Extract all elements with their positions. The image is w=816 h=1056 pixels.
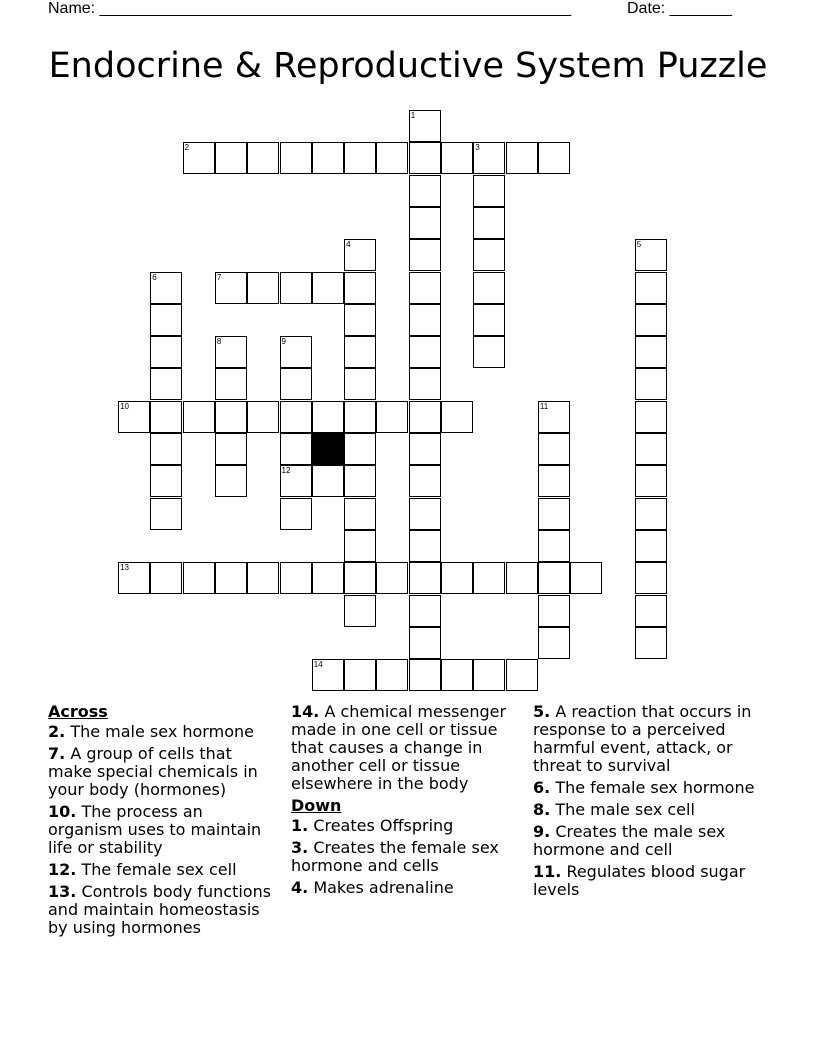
clue-number: 8. <box>533 800 551 819</box>
crossword-cell[interactable] <box>376 562 408 594</box>
clue-across-7 <box>48 745 273 799</box>
crossword-cell[interactable] <box>150 336 182 368</box>
crossword-cell[interactable] <box>538 595 570 627</box>
clue-number: 12. <box>48 860 77 879</box>
crossword-cell[interactable] <box>247 142 279 174</box>
clue-number-label: 11 <box>539 401 549 411</box>
clue-down-3 <box>291 839 521 875</box>
crossword-cell[interactable] <box>506 142 538 174</box>
crossword-cell[interactable] <box>280 401 312 433</box>
crossword-cell[interactable] <box>215 368 247 400</box>
crossword-cell[interactable] <box>344 336 376 368</box>
clue-number-label: 12 <box>281 466 291 476</box>
crossword-cell[interactable] <box>344 498 376 530</box>
clue-across-10 <box>48 803 273 857</box>
crossword-cell[interactable] <box>409 239 441 271</box>
crossword-cell[interactable] <box>118 401 150 433</box>
crossword-cell[interactable] <box>473 304 505 336</box>
clue-number: 6. <box>533 778 551 797</box>
crossword-cell[interactable] <box>150 433 182 465</box>
clue-number-label: 9 <box>281 337 286 347</box>
date-line: _______ <box>669 0 732 17</box>
crossword-cell[interactable] <box>344 272 376 304</box>
crossword-cell[interactable] <box>409 627 441 659</box>
crossword-cell[interactable] <box>409 562 441 594</box>
date-label: Date: <box>627 0 666 17</box>
clue-number: 7. <box>48 744 66 763</box>
clue-number-label: 6 <box>152 272 157 282</box>
crossword-cell[interactable] <box>538 562 570 594</box>
crossword-cell[interactable] <box>635 595 667 627</box>
crossword-cell[interactable] <box>150 401 182 433</box>
crossword-cell[interactable] <box>506 659 538 691</box>
crossword-cell[interactable] <box>473 659 505 691</box>
crossword-cell[interactable] <box>312 465 344 497</box>
clue-across-12 <box>48 861 273 879</box>
crossword-cell[interactable] <box>150 304 182 336</box>
clues-column-2 <box>291 703 521 901</box>
crossword-cell[interactable] <box>635 465 667 497</box>
crossword-cell[interactable] <box>215 562 247 594</box>
crossword-cell[interactable] <box>150 498 182 530</box>
crossword-cell[interactable] <box>409 498 441 530</box>
crossword-cell[interactable] <box>215 465 247 497</box>
crossword-cell[interactable] <box>635 433 667 465</box>
crossword-cell[interactable] <box>635 239 667 271</box>
crossword-cell[interactable] <box>441 401 473 433</box>
crossword-cell[interactable] <box>344 659 376 691</box>
crossword-cell[interactable] <box>409 304 441 336</box>
across-heading: Across <box>48 702 108 721</box>
clue-text: Creates Offspring <box>313 816 454 835</box>
clue-across-2 <box>48 723 273 741</box>
clue-across-13 <box>48 883 273 937</box>
clue-down-4 <box>291 879 521 897</box>
crossword-cell[interactable] <box>344 433 376 465</box>
clue-number-label: 1 <box>410 111 416 120</box>
crossword-cell[interactable] <box>215 142 247 174</box>
crossword-cell[interactable] <box>409 142 441 174</box>
down-heading: Down <box>291 796 342 815</box>
crossword-cell[interactable] <box>280 433 312 465</box>
name-line: _____________________________________________________ <box>99 0 572 17</box>
clue-text: A group of cells that make special chemicals in your body (hormones) <box>48 744 258 799</box>
crossword-cell[interactable] <box>441 659 473 691</box>
crossword-cell[interactable] <box>409 336 441 368</box>
crossword-cell[interactable] <box>570 562 602 594</box>
black-cell <box>312 433 344 465</box>
clue-number-label: 2 <box>184 143 190 153</box>
crossword-cell[interactable] <box>473 336 505 368</box>
crossword-cell[interactable] <box>280 142 312 174</box>
clue-down-1 <box>291 817 521 835</box>
crossword-cell[interactable] <box>312 562 344 594</box>
clue-text: Regulates blood sugar levels <box>533 862 746 899</box>
clue-text: The male sex cell <box>555 800 695 819</box>
crossword-cell[interactable] <box>183 401 215 433</box>
crossword-cell[interactable] <box>150 562 182 594</box>
crossword-cell[interactable] <box>280 368 312 400</box>
clue-text: The female sex cell <box>81 860 237 879</box>
clue-number-label: 7 <box>216 272 222 282</box>
crossword-cell[interactable] <box>344 562 376 594</box>
crossword-cell[interactable] <box>409 272 441 304</box>
crossword-cell[interactable] <box>538 627 570 659</box>
clue-text: The female sex hormone <box>555 778 755 797</box>
clue-number: 5. <box>533 702 551 721</box>
crossword-cell[interactable] <box>215 336 247 368</box>
clue-number-label: 8 <box>216 337 222 347</box>
crossword-cell[interactable] <box>376 142 408 174</box>
clue-text: The male sex hormone <box>70 722 254 741</box>
clue-number: 13. <box>48 882 77 901</box>
crossword-cell[interactable] <box>635 498 667 530</box>
page-title: Endocrine & Reproductive System Puzzle <box>48 46 768 86</box>
crossword-cell[interactable] <box>635 627 667 659</box>
clue-number: 4. <box>291 878 309 897</box>
crossword-cell[interactable] <box>409 401 441 433</box>
crossword-cell[interactable] <box>635 368 667 400</box>
crossword-cell[interactable] <box>312 272 344 304</box>
crossword-cell[interactable] <box>376 401 408 433</box>
clue-text: A reaction that occurs in response to a perceived harmful event, attack, or threat to survival <box>533 702 752 775</box>
clue-down-8 <box>533 801 768 819</box>
crossword-cell[interactable] <box>473 175 505 207</box>
clue-number: 9. <box>533 822 551 841</box>
crossword-cell[interactable] <box>215 401 247 433</box>
crossword-cell[interactable] <box>183 562 215 594</box>
clue-number-label: 14 <box>313 660 323 670</box>
crossword-cell[interactable] <box>409 368 441 400</box>
crossword-cell[interactable] <box>215 272 247 304</box>
crossword-cell[interactable] <box>409 110 441 142</box>
crossword-cell[interactable] <box>118 562 150 594</box>
crossword-cell[interactable] <box>506 562 538 594</box>
crossword-cell[interactable] <box>280 336 312 368</box>
crossword-cell[interactable] <box>312 659 344 691</box>
crossword-cell[interactable] <box>409 433 441 465</box>
crossword-cell[interactable] <box>280 465 312 497</box>
crossword-cell[interactable] <box>280 498 312 530</box>
crossword-cell[interactable] <box>538 498 570 530</box>
crossword-cell[interactable] <box>344 368 376 400</box>
clue-number: 1. <box>291 816 309 835</box>
crossword-cell[interactable] <box>344 465 376 497</box>
crossword-cell[interactable] <box>538 433 570 465</box>
name-label: Name: <box>48 0 96 17</box>
clue-number-label: 5 <box>636 240 642 250</box>
crossword-cell[interactable] <box>150 465 182 497</box>
clue-down-11 <box>533 863 768 899</box>
crossword-cell[interactable] <box>473 272 505 304</box>
crossword-cell[interactable] <box>409 595 441 627</box>
crossword-cell[interactable] <box>409 207 441 239</box>
clue-down-9 <box>533 823 768 859</box>
crossword-cell[interactable] <box>344 595 376 627</box>
crossword-cell[interactable] <box>635 336 667 368</box>
crossword-cell[interactable] <box>538 465 570 497</box>
crossword-cell[interactable] <box>376 659 408 691</box>
clue-number-label: 13 <box>120 563 129 573</box>
crossword-cell[interactable] <box>150 272 182 304</box>
crossword-cell[interactable] <box>635 562 667 594</box>
crossword-cell[interactable] <box>344 142 376 174</box>
crossword-cell[interactable] <box>441 562 473 594</box>
crossword-cell[interactable] <box>247 272 279 304</box>
crossword-cell[interactable] <box>247 562 279 594</box>
crossword-cell[interactable] <box>409 175 441 207</box>
clue-text: Controls body functions and maintain homeostasis by using hormones <box>48 882 272 937</box>
clues-column-1 <box>48 703 273 941</box>
clue-number-label: 3 <box>475 143 480 153</box>
clue-number: 14. <box>291 702 320 721</box>
clue-number-label: 4 <box>346 240 351 250</box>
crossword-cell[interactable] <box>344 239 376 271</box>
crossword-cell[interactable] <box>409 659 441 691</box>
crossword-cell[interactable] <box>183 142 215 174</box>
clue-text: The process an organism uses to maintain life or stability <box>48 802 262 857</box>
clue-number: 3. <box>291 838 309 857</box>
clue-number-label: 10 <box>120 401 129 411</box>
crossword-cell[interactable] <box>441 142 473 174</box>
clue-across-14 <box>291 703 521 793</box>
crossword-cell[interactable] <box>473 239 505 271</box>
clues-column-3 <box>533 703 768 903</box>
crossword-cell[interactable] <box>344 530 376 562</box>
crossword-cell[interactable] <box>635 304 667 336</box>
crossword-cell[interactable] <box>344 304 376 336</box>
crossword-cell[interactable] <box>473 562 505 594</box>
clue-down-6 <box>533 779 768 797</box>
crossword-cell[interactable] <box>635 401 667 433</box>
crossword-cell[interactable] <box>280 562 312 594</box>
crossword-cell[interactable] <box>635 272 667 304</box>
clue-down-5 <box>533 703 768 775</box>
crossword-cell[interactable] <box>538 142 570 174</box>
crossword-cell[interactable] <box>473 142 505 174</box>
clue-text: Creates the female sex hormone and cells <box>291 838 499 875</box>
clue-number: 11. <box>533 862 562 881</box>
crossword-cell[interactable] <box>409 465 441 497</box>
crossword-cell[interactable] <box>635 530 667 562</box>
clue-text: Creates the male sex hormone and cell <box>533 822 726 859</box>
clue-text: Makes adrenaline <box>313 878 454 897</box>
crossword-cell[interactable] <box>344 401 376 433</box>
crossword-cell[interactable] <box>215 433 247 465</box>
crossword-cell[interactable] <box>280 272 312 304</box>
crossword-cell[interactable] <box>538 530 570 562</box>
clue-number: 10. <box>48 802 77 821</box>
clue-text: A chemical messenger made in one cell or tissue that causes a change in another cell or tissue elsewhere in the body <box>291 702 507 793</box>
crossword-cell[interactable] <box>150 368 182 400</box>
crossword-cell[interactable] <box>409 530 441 562</box>
crossword-cell[interactable] <box>473 207 505 239</box>
crossword-cell[interactable] <box>312 142 344 174</box>
crossword-cell[interactable] <box>312 401 344 433</box>
clue-number: 2. <box>48 722 66 741</box>
crossword-cell[interactable] <box>247 401 279 433</box>
crossword-cell[interactable] <box>538 401 570 433</box>
